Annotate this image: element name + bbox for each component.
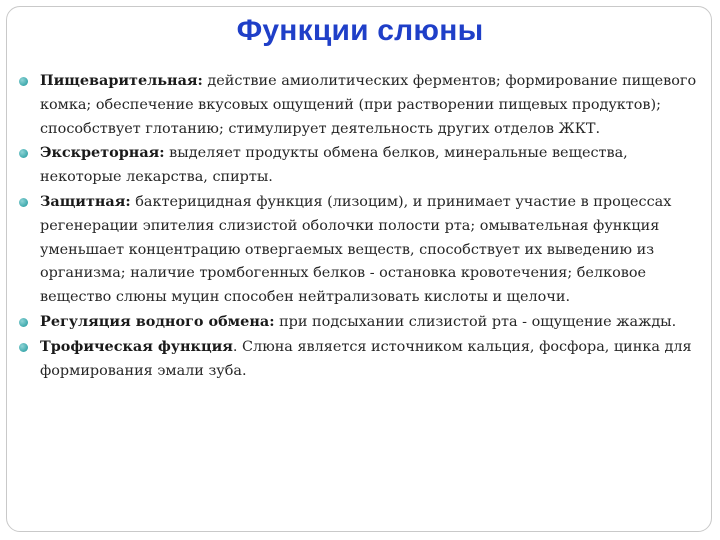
item-text: выделяет продукты обмена белков, минеральные вещества, некоторые лекарства, спирты. [40,145,628,186]
list-item-water-regulation [16,310,708,335]
list-item-trophic [16,335,708,384]
bullet-icon [19,77,28,86]
bullet-icon [19,318,28,327]
list-item-excretory [16,141,708,190]
item-term: Пищеварительная: [40,72,203,89]
item-text: бактерицидная функция (лизоцим), и принимает участие в процессах регенерации эпителия слизистой оболочки полости рта; омывательная функция уменьшает концентрацию отвергаемых веществ, способствует их выведению из организма; наличие тромбогенных белков - остановка кровотечения; белковое вещество слюны муцин способен нейтрализовать кислоты и щелочи. [40,193,672,306]
item-text: при подсыхании слизистой рта - ощущение жажды. [274,313,677,330]
bullet-icon [19,149,28,158]
slide-title: Функции слюны [236,14,484,47]
item-text: действие амиолитических ферментов; формирование пищевого комка; обеспечение вкусовых ощущений (при растворении пищевых продуктов); способствует глотанию; стимулирует деятельность других отделов ЖКТ. [40,73,697,137]
list-item-protective [16,190,708,310]
bullet-icon [19,198,28,207]
item-term: Экскреторная: [40,144,165,162]
item-text: . Слюна является источником кальция, фосфора, цинка для формирования эмали зуба. [40,338,692,379]
function-list [16,69,708,383]
item-term: Регуляция водного обмена: [40,312,275,330]
bullet-icon [19,343,28,352]
item-term: Защитная: [40,192,131,210]
list-item-digestive [16,69,708,141]
item-term: Трофическая функция [40,337,233,355]
